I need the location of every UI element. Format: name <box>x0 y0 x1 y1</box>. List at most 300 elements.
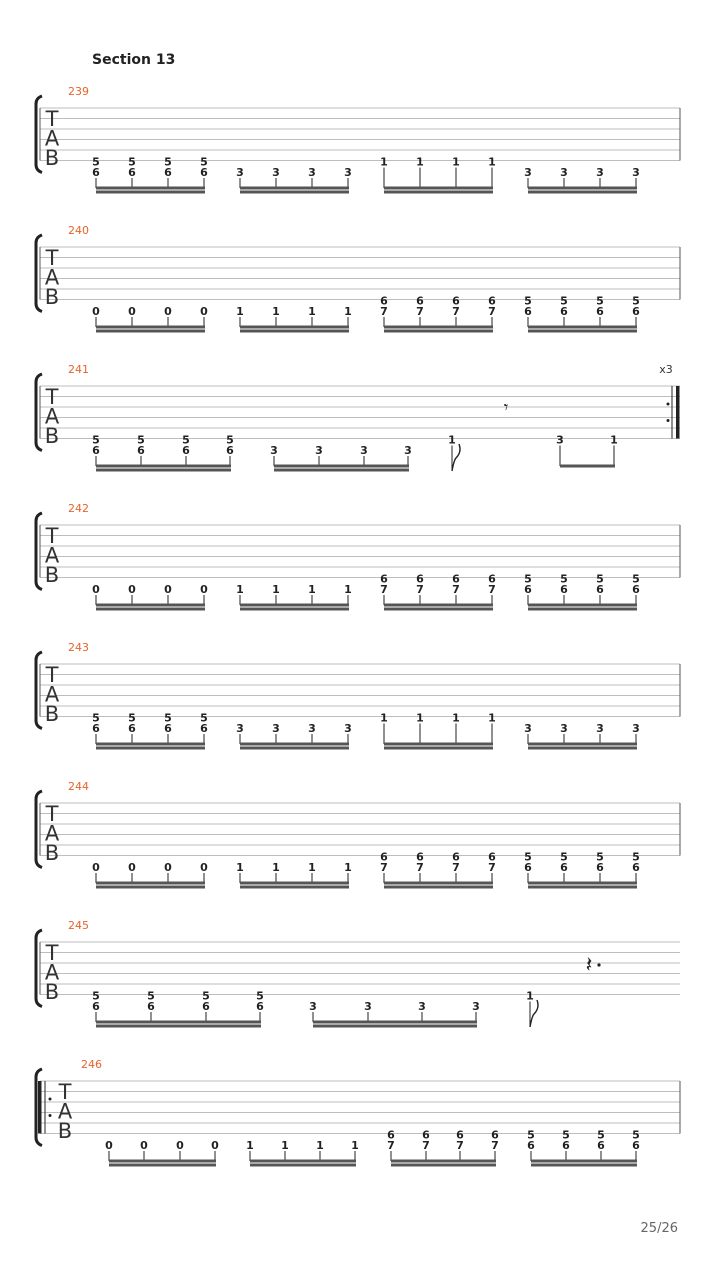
beam <box>531 1164 637 1167</box>
fret-number: 3 <box>556 433 564 447</box>
tab-clef-letter: B <box>44 285 60 309</box>
fret-number: 0 <box>176 1139 184 1152</box>
fret-number: 1 <box>610 433 618 447</box>
beam <box>240 604 349 607</box>
fret-number: 6 <box>632 583 640 596</box>
fret-number: 7 <box>452 583 460 596</box>
system-bracket <box>36 791 42 868</box>
beam <box>531 1160 637 1163</box>
fret-number: 7 <box>491 1139 499 1152</box>
beam <box>96 886 205 889</box>
fret-number: 3 <box>272 166 280 179</box>
fret-number: 0 <box>200 305 208 318</box>
fret-number: 7 <box>488 583 496 596</box>
fret-number: 3 <box>315 444 323 457</box>
beat-group <box>380 712 496 750</box>
beam <box>384 330 493 333</box>
beam <box>384 604 493 607</box>
fret-number: 6 <box>452 850 460 864</box>
fret-number: 0 <box>128 305 136 318</box>
fret-number: 6 <box>416 294 424 308</box>
fret-number: 6 <box>560 583 568 596</box>
fret-number: 6 <box>137 444 145 457</box>
system-bracket <box>36 513 42 590</box>
repeat-end-thick-bar <box>676 386 680 439</box>
tab-clef-letter: T <box>45 107 59 131</box>
tab-clef-letter: A <box>57 1099 73 1124</box>
beat-group <box>527 1129 640 1167</box>
beam <box>96 608 205 611</box>
beam <box>384 882 493 885</box>
tab-clef-letter: B <box>44 563 60 587</box>
fret-number: 3 <box>596 722 604 735</box>
fret-number: 6 <box>488 850 496 864</box>
fret-number: 5 <box>92 433 100 447</box>
fret-number: 6 <box>524 583 532 596</box>
fret-number: 5 <box>562 1128 570 1142</box>
fret-number: 1 <box>236 583 244 596</box>
fret-number: 0 <box>128 861 136 874</box>
beat-group <box>524 295 640 333</box>
beam <box>96 326 205 329</box>
beam <box>240 608 349 611</box>
beam <box>313 1025 477 1028</box>
fret-number: 6 <box>147 1000 155 1013</box>
fret-number: 6 <box>491 1128 499 1142</box>
tab-clef-letter: B <box>44 980 60 1004</box>
fret-number: 7 <box>416 583 424 596</box>
fret-number: 1 <box>344 305 352 318</box>
fret-number: 6 <box>562 1139 570 1152</box>
fret-number: 5 <box>226 433 234 447</box>
fret-number: 0 <box>105 1139 113 1152</box>
tab-clef-letter: T <box>45 385 59 409</box>
repeat-dot <box>667 403 670 406</box>
beam <box>240 882 349 885</box>
fret-number: 5 <box>202 989 210 1003</box>
beam <box>240 743 349 746</box>
fret-number: 6 <box>256 1000 264 1013</box>
fret-number: 6 <box>416 850 424 864</box>
tab-clef-letter: T <box>45 524 59 548</box>
fret-number: 5 <box>137 433 145 447</box>
fret-number: 6 <box>92 722 100 735</box>
beat-group <box>92 583 208 611</box>
fret-number: 6 <box>380 572 388 586</box>
fret-number: 6 <box>597 1139 605 1152</box>
tab-clef-letter: B <box>44 146 60 170</box>
beam <box>96 191 205 194</box>
repeat-count: x3 <box>659 363 673 376</box>
beat-group <box>380 295 496 333</box>
fret-number: 3 <box>344 166 352 179</box>
fret-number: 3 <box>344 722 352 735</box>
fret-number: 3 <box>632 722 640 735</box>
fret-number: 5 <box>560 572 568 586</box>
beat-group <box>92 156 208 194</box>
repeat-dot <box>49 1114 52 1117</box>
beat-group <box>236 166 352 194</box>
fret-number: 5 <box>632 1128 640 1142</box>
fret-number: 7 <box>416 305 424 318</box>
beam <box>250 1164 356 1167</box>
tab-system <box>36 85 680 194</box>
fret-number: 5 <box>560 850 568 864</box>
beam <box>96 465 231 468</box>
fret-number: 1 <box>246 1139 254 1152</box>
fret-number: 3 <box>524 722 532 735</box>
beat-group <box>92 861 208 889</box>
fret-number: 1 <box>272 305 280 318</box>
fret-number: 1 <box>308 583 316 596</box>
beam <box>384 608 493 611</box>
beat-group <box>270 444 412 472</box>
beam <box>250 1160 356 1163</box>
fret-number: 3 <box>309 1000 317 1013</box>
fret-number: 7 <box>452 861 460 874</box>
fret-number: 1 <box>272 583 280 596</box>
beat-group <box>309 1000 480 1028</box>
fret-number: 5 <box>164 711 172 725</box>
fret-number: 5 <box>200 711 208 725</box>
beat-group <box>524 851 640 889</box>
fret-number: 3 <box>418 1000 426 1013</box>
fret-number: 5 <box>524 572 532 586</box>
beat-group <box>524 573 640 611</box>
fret-number: 6 <box>452 294 460 308</box>
beam <box>313 1021 477 1024</box>
tab-clef-letter: T <box>45 802 59 826</box>
beam <box>528 747 637 750</box>
beam <box>384 191 493 194</box>
beam <box>240 330 349 333</box>
eighth-rest-icon: 𝄾 <box>503 398 509 418</box>
beat-group <box>380 156 496 194</box>
measure-number: 246 <box>81 1058 102 1071</box>
measure-number: 244 <box>68 780 89 793</box>
tab-clef-letter: T <box>45 663 59 687</box>
tab-system <box>36 641 680 750</box>
fret-number: 5 <box>128 155 136 169</box>
fret-number: 7 <box>422 1139 430 1152</box>
beam <box>528 187 637 190</box>
beat-group <box>526 990 538 1028</box>
fret-number: 7 <box>488 305 496 318</box>
fret-number: 3 <box>472 1000 480 1013</box>
fret-number: 0 <box>92 583 100 596</box>
fret-number: 3 <box>560 722 568 735</box>
beat-group <box>380 851 496 889</box>
fret-number: 0 <box>92 305 100 318</box>
beam <box>528 191 637 194</box>
fret-number: 6 <box>632 861 640 874</box>
fret-number: 5 <box>596 850 604 864</box>
fret-number: 6 <box>560 305 568 318</box>
fret-number: 3 <box>632 166 640 179</box>
fret-number: 5 <box>527 1128 535 1142</box>
fret-number: 3 <box>364 1000 372 1013</box>
note-flag <box>530 1000 538 1027</box>
beam <box>384 326 493 329</box>
fret-number: 1 <box>344 583 352 596</box>
fret-number: 6 <box>200 722 208 735</box>
fret-number: 1 <box>416 711 424 725</box>
fret-number: 7 <box>416 861 424 874</box>
beam <box>528 330 637 333</box>
fret-number: 7 <box>380 861 388 874</box>
fret-number: 1 <box>281 1139 289 1152</box>
repeat-start-thick-bar <box>38 1081 42 1134</box>
tab-system <box>36 919 680 1028</box>
fret-number: 5 <box>596 572 604 586</box>
beam <box>391 1164 496 1167</box>
tab-clef-letter: A <box>44 543 60 568</box>
fret-number: 5 <box>596 294 604 308</box>
beam <box>384 747 493 750</box>
fret-number: 3 <box>524 166 532 179</box>
fret-number: 3 <box>596 166 604 179</box>
fret-number: 6 <box>527 1139 535 1152</box>
fret-number: 3 <box>236 722 244 735</box>
section-title: Section 13 <box>92 52 176 68</box>
fret-number: 0 <box>164 583 172 596</box>
fret-number: 5 <box>164 155 172 169</box>
tab-clef-letter: B <box>44 841 60 865</box>
measure-number: 243 <box>68 641 89 654</box>
fret-number: 0 <box>140 1139 148 1152</box>
beam <box>384 743 493 746</box>
fret-number: 1 <box>236 861 244 874</box>
tab-system <box>36 1058 680 1167</box>
fret-number: 6 <box>416 572 424 586</box>
repeat-dot <box>49 1098 52 1101</box>
beat-group <box>236 305 352 333</box>
beam <box>384 187 493 190</box>
beam <box>528 326 637 329</box>
beat-group <box>524 166 640 194</box>
tab-clef-letter: B <box>44 424 60 448</box>
fret-number: 6 <box>128 722 136 735</box>
fret-number: 1 <box>316 1139 324 1152</box>
fret-number: 1 <box>488 155 496 169</box>
fret-number: 7 <box>452 305 460 318</box>
tab-clef-letter: A <box>44 404 60 429</box>
tab-clef-letter: A <box>44 821 60 846</box>
fret-number: 0 <box>200 583 208 596</box>
tab-system <box>36 224 680 333</box>
fret-number: 6 <box>202 1000 210 1013</box>
measure-number: 242 <box>68 502 89 515</box>
beat-group <box>387 1129 499 1167</box>
system-bracket <box>36 652 42 729</box>
fret-number: 5 <box>632 294 640 308</box>
fret-number: 3 <box>308 166 316 179</box>
page-number: 25/26 <box>640 1221 678 1236</box>
beat-group <box>92 990 264 1028</box>
measure-number: 245 <box>68 919 89 932</box>
fret-number: 6 <box>387 1128 395 1142</box>
fret-number: 6 <box>182 444 190 457</box>
beam <box>96 187 205 190</box>
fret-number: 5 <box>200 155 208 169</box>
fret-number: 6 <box>92 166 100 179</box>
fret-number: 1 <box>488 711 496 725</box>
beam <box>384 886 493 889</box>
beam <box>96 743 205 746</box>
fret-number: 1 <box>236 305 244 318</box>
fret-number: 0 <box>200 861 208 874</box>
fret-number: 6 <box>422 1128 430 1142</box>
fret-number: 7 <box>387 1139 395 1152</box>
beam <box>96 747 205 750</box>
fret-number: 1 <box>308 305 316 318</box>
beat-group <box>246 1139 359 1167</box>
beam <box>240 191 349 194</box>
tab-system <box>36 780 680 889</box>
fret-number: 6 <box>92 444 100 457</box>
beat-group <box>236 861 352 889</box>
fret-number: 5 <box>128 711 136 725</box>
fret-number: 3 <box>308 722 316 735</box>
beat-group <box>92 712 208 750</box>
tab-clef-letter: T <box>58 1080 72 1104</box>
fret-number: 6 <box>488 294 496 308</box>
fret-number: 6 <box>632 1139 640 1152</box>
beam <box>96 1025 261 1028</box>
beam <box>109 1164 216 1167</box>
fret-number: 7 <box>380 305 388 318</box>
fret-number: 3 <box>360 444 368 457</box>
fret-number: 6 <box>164 166 172 179</box>
beam <box>528 886 637 889</box>
beam <box>240 886 349 889</box>
fret-number: 7 <box>456 1139 464 1152</box>
beam <box>391 1160 496 1163</box>
fret-number: 3 <box>270 444 278 457</box>
fret-number: 3 <box>236 166 244 179</box>
beat-group <box>236 583 352 611</box>
rest-dot <box>597 963 600 966</box>
fret-number: 5 <box>147 989 155 1003</box>
fret-number: 1 <box>380 711 388 725</box>
beam <box>274 465 409 468</box>
tab-clef-letter: T <box>45 941 59 965</box>
fret-number: 5 <box>256 989 264 1003</box>
beam <box>96 469 231 472</box>
fret-number: 1 <box>452 711 460 725</box>
fret-number: 6 <box>226 444 234 457</box>
tab-clef-letter: A <box>44 960 60 985</box>
fret-number: 0 <box>164 305 172 318</box>
fret-number: 6 <box>488 572 496 586</box>
fret-number: 7 <box>488 861 496 874</box>
fret-number: 5 <box>632 572 640 586</box>
fret-number: 6 <box>92 1000 100 1013</box>
beam <box>96 882 205 885</box>
fret-number: 5 <box>597 1128 605 1142</box>
fret-number: 3 <box>272 722 280 735</box>
beam <box>528 608 637 611</box>
fret-number: 6 <box>524 305 532 318</box>
note-flag <box>452 444 460 471</box>
beam <box>528 882 637 885</box>
fret-number: 1 <box>448 433 456 447</box>
fret-number: 1 <box>452 155 460 169</box>
beat-group <box>236 722 352 750</box>
beat-group <box>105 1139 219 1167</box>
fret-number: 5 <box>560 294 568 308</box>
fret-number: 6 <box>200 166 208 179</box>
tab-clef-letter: A <box>44 126 60 151</box>
fret-number: 0 <box>92 861 100 874</box>
fret-number: 6 <box>560 861 568 874</box>
fret-number: 0 <box>128 583 136 596</box>
tab-clef-letter: T <box>45 246 59 270</box>
fret-number: 1 <box>344 861 352 874</box>
beam <box>96 604 205 607</box>
measure-number: 241 <box>68 363 89 376</box>
beam <box>240 326 349 329</box>
beat-group <box>524 722 640 750</box>
fret-number: 5 <box>524 294 532 308</box>
repeat-dot <box>667 419 670 422</box>
beam <box>96 330 205 333</box>
fret-number: 1 <box>526 989 534 1003</box>
fret-number: 6 <box>452 572 460 586</box>
fret-number: 6 <box>380 294 388 308</box>
beat-group <box>92 305 208 333</box>
fret-number: 6 <box>596 305 604 318</box>
beam <box>240 187 349 190</box>
system-bracket <box>36 930 42 1007</box>
fret-number: 5 <box>92 989 100 1003</box>
beam <box>240 747 349 750</box>
fret-number: 6 <box>632 305 640 318</box>
fret-number: 1 <box>272 861 280 874</box>
fret-number: 1 <box>351 1139 359 1152</box>
fret-number: 5 <box>632 850 640 864</box>
beam <box>528 743 637 746</box>
measure-number: 239 <box>68 85 89 98</box>
fret-number: 7 <box>380 583 388 596</box>
system-bracket <box>36 96 42 173</box>
system-bracket <box>36 374 42 451</box>
fret-number: 5 <box>182 433 190 447</box>
fret-number: 6 <box>596 583 604 596</box>
fret-number: 6 <box>456 1128 464 1142</box>
fret-number: 3 <box>404 444 412 457</box>
beam <box>560 465 615 468</box>
system-bracket <box>36 235 42 312</box>
beam <box>96 1021 261 1024</box>
beam <box>109 1160 216 1163</box>
fret-number: 1 <box>416 155 424 169</box>
beat-group <box>380 573 496 611</box>
beam <box>274 469 409 472</box>
fret-number: 6 <box>524 861 532 874</box>
fret-number: 1 <box>308 861 316 874</box>
tab-clef-letter: B <box>57 1119 73 1143</box>
tab-clef-letter: A <box>44 265 60 290</box>
tab-system <box>36 502 680 611</box>
fret-number: 6 <box>380 850 388 864</box>
fret-number: 6 <box>128 166 136 179</box>
fret-number: 5 <box>92 155 100 169</box>
fret-number: 1 <box>380 155 388 169</box>
fret-number: 0 <box>164 861 172 874</box>
beam <box>528 604 637 607</box>
tab-system <box>36 363 680 472</box>
